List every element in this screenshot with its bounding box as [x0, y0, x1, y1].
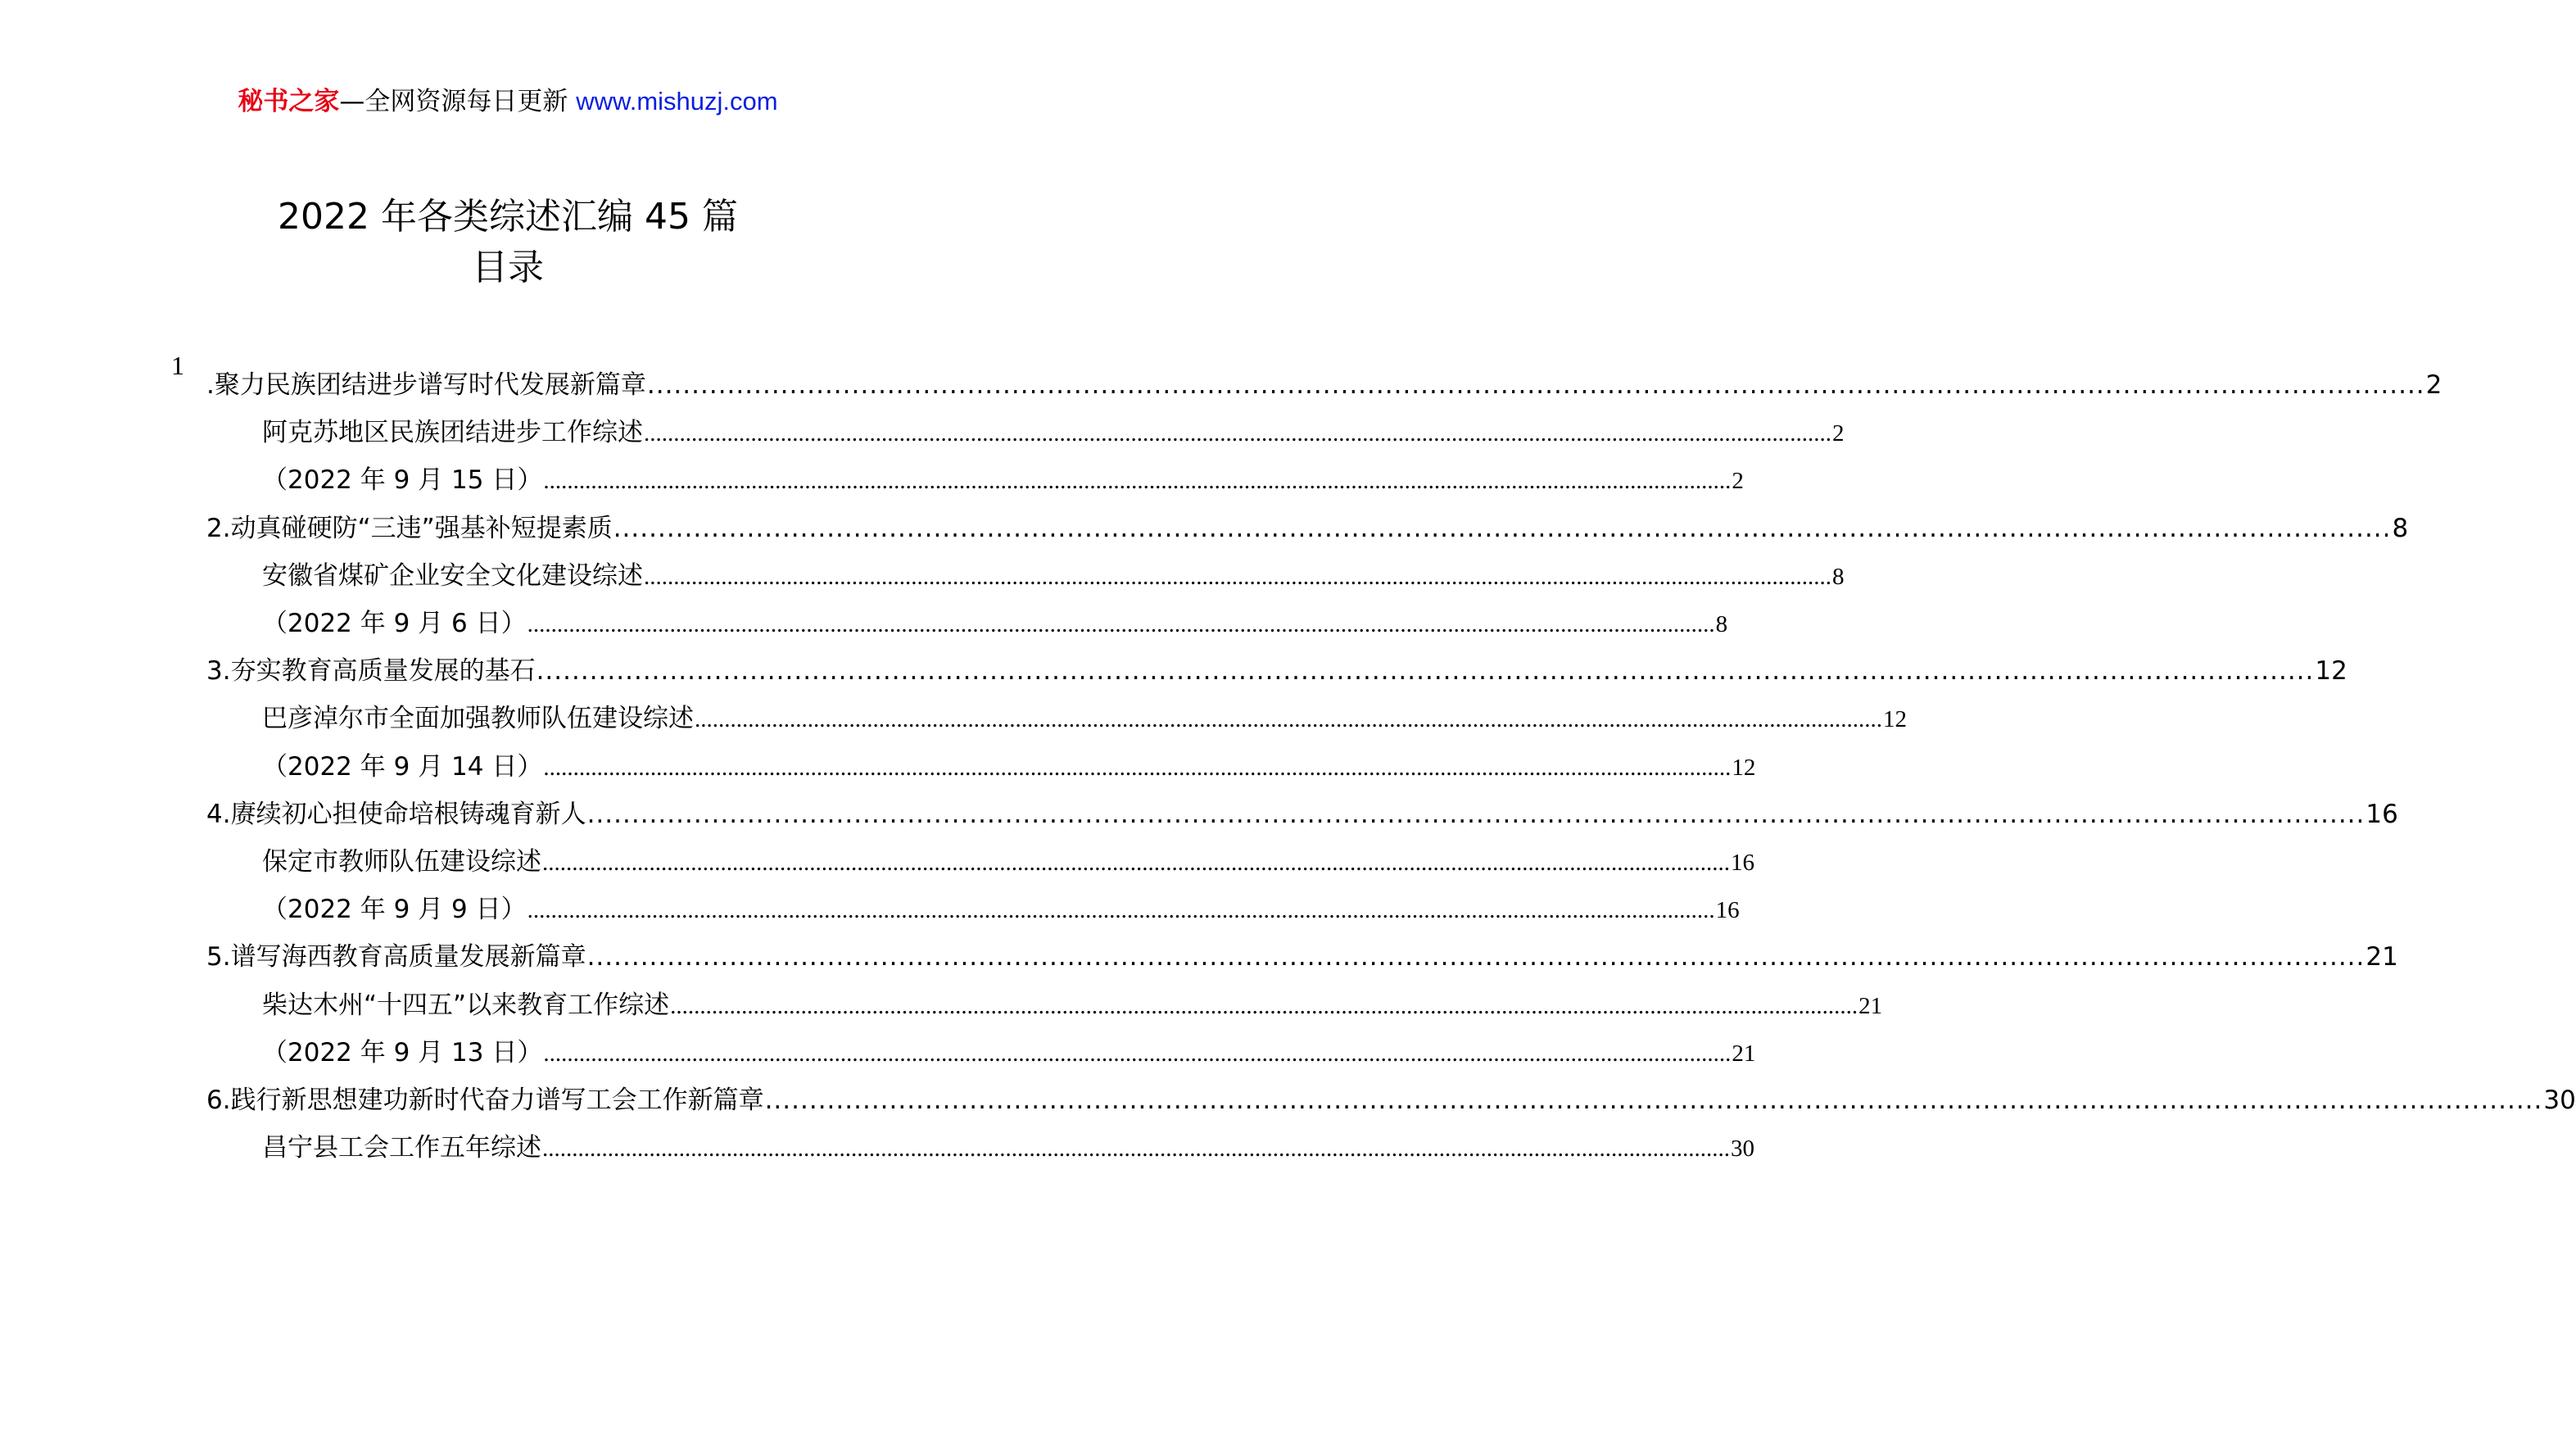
toc-dot-leader: ........................................................................................................................................................................................................ [764, 1086, 2543, 1115]
toc-entry-title: （2022 年 9 月 13 日） [262, 1037, 543, 1068]
toc-dot-leader: ........................................................................................................................................................................................................ [527, 897, 1715, 924]
toc-entry[interactable] [262, 602, 1728, 639]
toc-entry[interactable] [262, 888, 1740, 925]
toc-dot-leader: ........................................................................................................................................................................................................ [543, 754, 1732, 781]
toc-page-number: 2 [1832, 420, 1845, 447]
toc-dot-leader: ........................................................................................................................................................................................................ [543, 1040, 1732, 1067]
toc-entry-title: 保定市教师队伍建设综述 [262, 847, 541, 877]
toc-entry-title: 巴彦淖尔市全面加强教师队伍建设综述 [262, 704, 694, 734]
toc-page-number: 21 [1858, 992, 1883, 1019]
toc-page-number: 30 [2543, 1086, 2576, 1115]
toc-dot-leader: ........................................................................................................................................................................................................ [586, 942, 2365, 972]
toc-entry[interactable] [262, 555, 1845, 592]
toc-page-number: 12 [1883, 706, 1907, 733]
toc-entry[interactable] [206, 364, 2442, 401]
toc-entry[interactable] [262, 411, 1845, 448]
toc-page-number: 8 [1715, 611, 1728, 637]
toc-entry[interactable] [262, 459, 1744, 496]
toc-entry-title: （2022 年 9 月 15 日） [262, 465, 543, 496]
site-header [0, 80, 1016, 117]
toc-dot-leader: ........................................................................................................................................................................................................ [695, 706, 1882, 733]
toc-dot-leader: ........................................................................................................................................................................................................ [670, 992, 1858, 1019]
toc-page-number: 2 [1732, 468, 1744, 495]
toc-entry[interactable] [206, 793, 2398, 830]
toc-dot-leader: ........................................................................................................................................................................................................ [586, 799, 2365, 829]
toc-page-number: 16 [1731, 850, 1754, 876]
toc-page-number: 30 [1731, 1136, 1754, 1163]
toc-entry-title: 4.赓续初心担使命培根铸魂育新人 [206, 799, 586, 829]
toc-entry[interactable] [262, 746, 1756, 782]
toc-dot-leader: ........................................................................................................................................................................................................ [543, 468, 1732, 495]
toc-page-number: 16 [2365, 799, 2398, 829]
toc-entry[interactable] [262, 984, 1883, 1021]
toc-entry[interactable] [206, 936, 2398, 972]
toc-entry-title: 2.动真碰硬防“三违”强基补短提素质 [206, 513, 613, 543]
header-tagline: —全网资源每日更新 [339, 87, 568, 116]
toc-dot-leader: ........................................................................................................................................................................................................ [646, 370, 2425, 400]
toc-page-number: 21 [1732, 1040, 1756, 1067]
toc-entry-title: .聚力民族团结进步谱写时代发展新篇章 [206, 370, 646, 400]
toc-page-number: 8 [1832, 563, 1845, 590]
toc-dot-leader: ........................................................................................................................................................................................................ [644, 563, 1831, 590]
toc-dot-leader: ........................................................................................................................................................................................................ [542, 1136, 1730, 1163]
toc-entry-title: （2022 年 9 月 6 日） [262, 609, 527, 638]
section-number: 1 [171, 351, 184, 380]
toc-page-number: 8 [2392, 513, 2409, 543]
toc-entry-title: 柴达木州“十四五”以来教育工作综述 [262, 990, 670, 1020]
brand-name: 秘书之家 [238, 87, 340, 116]
toc-page-number: 2 [2425, 370, 2442, 400]
toc-dot-leader: ........................................................................................................................................................................................................ [613, 513, 2392, 543]
toc-entry[interactable] [262, 841, 1754, 877]
toc-entry[interactable] [206, 1079, 2576, 1116]
toc-entry[interactable] [206, 650, 2347, 687]
toc-page-number: 12 [1732, 754, 1756, 781]
toc-entry-title: 3.夯实教育高质量发展的基石 [206, 656, 536, 687]
header-url-link[interactable]: www.mishuzj.com [576, 87, 778, 116]
toc-heading: 目录 [472, 247, 544, 288]
toc-entry[interactable] [262, 1031, 1756, 1068]
toc-entry-title: （2022 年 9 月 9 日） [262, 895, 527, 925]
toc-entry-title: 阿克苏地区民族团结进步工作综述 [262, 418, 643, 448]
toc-page-number: 12 [2315, 656, 2347, 687]
toc-entry-title: 5.谱写海西教育高质量发展新篇章 [206, 942, 586, 972]
toc-entry[interactable] [206, 507, 2409, 544]
toc-dot-leader: ........................................................................................................................................................................................................ [527, 611, 1715, 637]
toc-entry-title: （2022 年 9 月 14 日） [262, 751, 543, 782]
toc-entry[interactable] [262, 697, 1907, 734]
toc-page-number: 21 [2365, 942, 2398, 972]
toc-dot-leader: ........................................................................................................................................................................................................ [644, 420, 1831, 447]
toc-dot-leader: ........................................................................................................................................................................................................ [542, 850, 1730, 876]
toc-dot-leader: ........................................................................................................................................................................................................ [536, 656, 2315, 687]
toc-entry-title: 昌宁县工会工作五年综述 [262, 1133, 541, 1163]
document-title: 2022 年各类综述汇编 45 篇 [278, 196, 738, 238]
toc-page-number: 16 [1715, 897, 1740, 924]
toc-entry[interactable] [262, 1126, 1754, 1163]
toc-entry-title: 安徽省煤矿企业安全文化建设综述 [262, 560, 643, 591]
toc-entry-title: 6.践行新思想建功新时代奋力谱写工会工作新篇章 [206, 1086, 764, 1115]
